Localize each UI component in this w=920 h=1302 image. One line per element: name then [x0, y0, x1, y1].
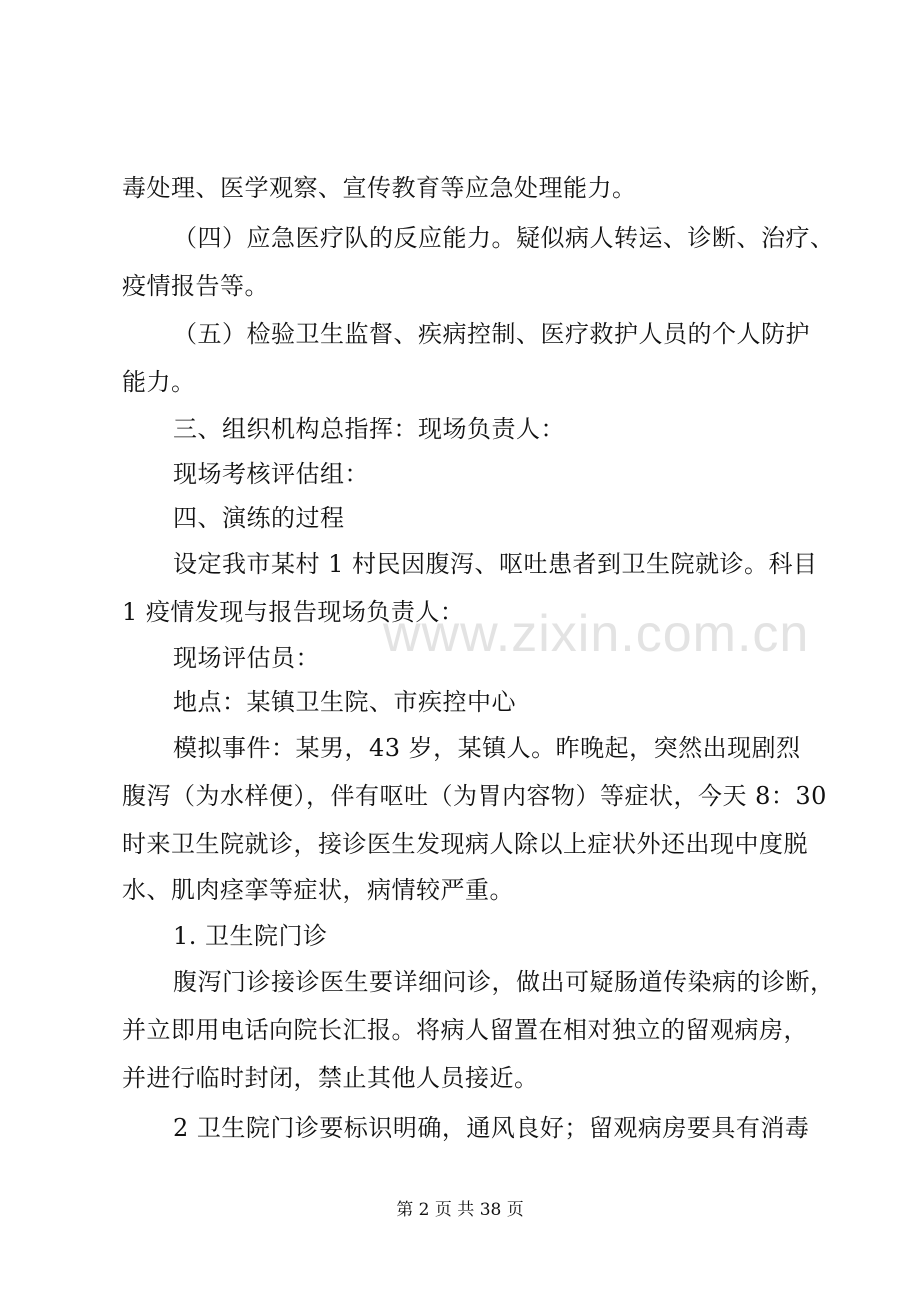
- text-line-11: 现场评估员：: [173, 644, 320, 672]
- text-line-5: 能力。: [122, 368, 196, 396]
- text-line-8: 四、演练的过程: [173, 504, 345, 532]
- page-footer: 第 2 页 共 38 页: [396, 1200, 524, 1220]
- text-line-17: 1. 卫生院门诊: [173, 922, 328, 950]
- text-line-18: 腹泻门诊接诊医生要详细问诊，做出可疑肠道传染病的诊断，: [173, 968, 835, 996]
- text-line-3: 疫情报告等。: [122, 272, 269, 300]
- text-line-10: 1 疫情发现与报告现场负责人：: [122, 598, 465, 626]
- text-line-20: 并进行临时封闭，禁止其他人员接近。: [122, 1064, 539, 1092]
- text-line-7: 现场考核评估组：: [173, 460, 369, 488]
- text-line-12: 地点：某镇卫生院、市疾控中心: [173, 688, 516, 716]
- text-line-2: （四）应急医疗队的反应能力。疑似病人转运、诊断、治疗、: [173, 224, 835, 252]
- text-line-9: 设定我市某村 1 村民因腹泻、呕吐患者到卫生院就诊。科目: [173, 550, 818, 578]
- text-line-15: 时来卫生院就诊，接诊医生发现病人除以上症状外还出现中度脱: [122, 830, 808, 858]
- watermark-text: www.zixin.com.cn: [383, 605, 810, 663]
- text-line-13: 模拟事件：某男，43 岁，某镇人。昨晚起，突然出现剧烈: [173, 734, 801, 762]
- text-line-16: 水、肌肉痉挛等症状，病情较严重。: [122, 876, 514, 904]
- text-line-1: 毒处理、医学观察、宣传教育等应急处理能力。: [122, 174, 637, 202]
- text-line-4: （五）检验卫生监督、疾病控制、医疗救护人员的个人防护: [173, 320, 810, 348]
- text-line-21: 2 卫生院门诊要标识明确，通风良好；留观病房要具有消毒: [173, 1114, 810, 1142]
- text-line-14: 腹泻（为水样便），伴有呕吐（为胃内容物）等症状，今天 8：30: [122, 782, 827, 810]
- text-line-19: 并立即用电话向院长汇报。将病人留置在相对独立的留观病房，: [122, 1016, 808, 1044]
- text-line-6: 三、组织机构总指挥：现场负责人：: [173, 415, 565, 443]
